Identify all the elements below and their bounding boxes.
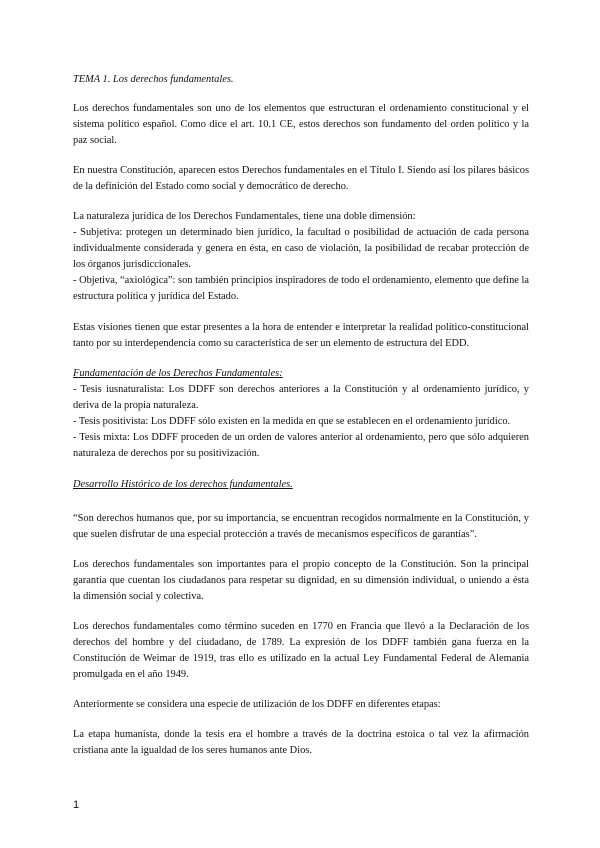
humanist-stage-paragraph: La etapa humanista, donde la tesis era el hombre a través de la doctrina estoica o tal vez la afirmación cristiana ante la igualdad de los seres humanos ante Dios. <box>73 729 529 756</box>
positivist-thesis: - Tesis positivista: Los DDFF sólo existen en la medida en que se establecen en el ordenamiento jurídico. <box>73 416 511 427</box>
constitution-paragraph: En nuestra Constitución, aparecen estos Derechos fundamentales en el Título I. Siendo así los pilares básicos de la definición del Estado como social y democrático de derecho. <box>73 165 529 192</box>
definition-quote: “Son derechos humanos que, por su importancia, se encuentran recogidos normalmente en la Constitución, y que suelen disfrutar de una especial protección a través de mecanismos específicos de garantías”. <box>73 513 529 540</box>
objective-dimension: - Objetiva, “axiológica”: son también principios inspiradores de todo el ordenamiento, elemento que define la estructura política y jurídica del Estado. <box>73 275 529 302</box>
foundation-heading: Fundamentación de los Derechos Fundamentales: <box>73 368 283 379</box>
visions-paragraph: Estas visiones tienen que estar presentes a la hora de entender e interpretar la realidad político-constitucional tanto por su interdependencia como su característica de ser un elemento de estructura del EDD. <box>73 322 529 349</box>
iusnaturalist-thesis: - Tesis iusnaturalista: Los DDFF son derechos anteriores a la Constitución y al ordenamiento jurídico, y deriva de la propia naturaleza. <box>73 384 529 411</box>
foundation-section <box>73 366 529 462</box>
importance-paragraph: Los derechos fundamentales son importantes para el propio concepto de la Constitución. Son la principal garantía que cuentan los ciudadanos para respetar su dignidad, en su dimensión individual, o uniendo a ésta la dimensión social y colectiva. <box>73 559 529 602</box>
document-title: TEMA 1. Los derechos fundamentales. <box>73 74 234 85</box>
mixed-thesis: - Tesis mixta: Los DDFF proceden de un orden de valores anterior al ordenamiento, pero que sólo adquieren naturaleza de derechos por su positivización. <box>73 432 529 459</box>
legal-nature-section <box>73 209 529 305</box>
document-body <box>73 72 529 773</box>
legal-nature-intro: La naturaleza jurídica de los Derechos Fundamentales, tiene una doble dimensión: <box>73 211 416 222</box>
subjective-dimension: - Subjetiva: protegen un determinado bien jurídico, la facultad o posibilidad de actuación de cada persona individualmente considerada y genera en ésta, en caso de violación, la posibilidad de recabar protección de los órganos jurisdiccionales. <box>73 227 529 270</box>
historical-development-heading: Desarrollo Histórico de los derechos fundamentales. <box>73 479 293 490</box>
page-number: 1 <box>73 799 80 811</box>
term-history-paragraph: Los derechos fundamentales como término suceden en 1770 en Francia que llevó a la Declaración de los derechos del hombre y del ciudadano, de 1789. La expresión de los DDFF también gana fuerza en la Constitución de Weimar de 1919, tras ello es utilizado en la actual Ley Fundamental Federal de Alemania promulgada en el año 1949. <box>73 621 529 680</box>
intro-paragraph: Los derechos fundamentales son uno de los elementos que estructuran el ordenamiento constitucional y el sistema político español. Como dice el art. 10.1 CE, estos derechos son fundamento del orden político y la paz social. <box>73 103 529 146</box>
stages-intro-paragraph: Anteriormente se considera una especie de utilización de los DDFF en diferentes etapas: <box>73 699 441 710</box>
